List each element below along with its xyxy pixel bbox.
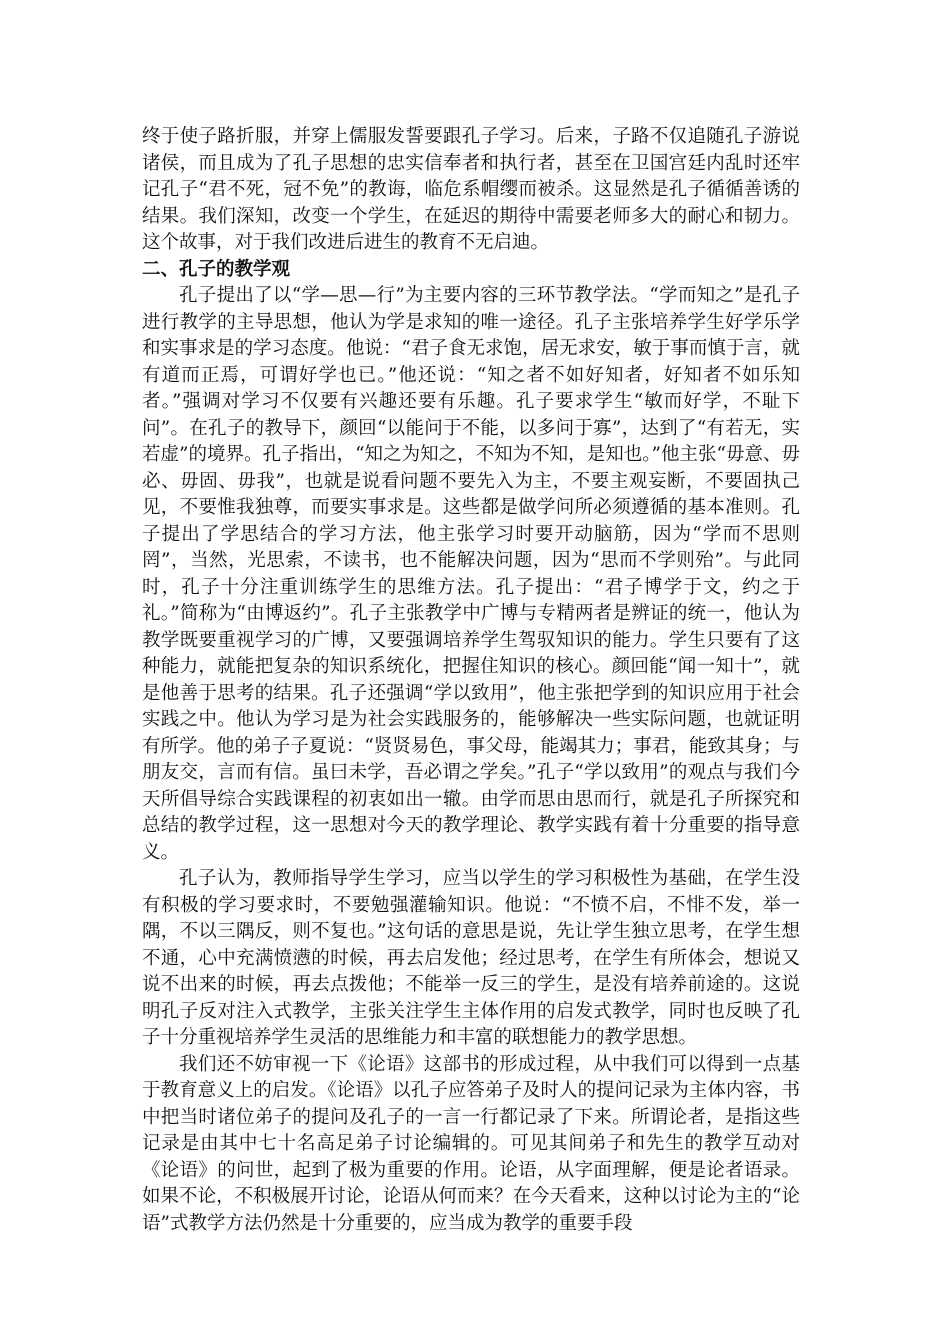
document-page (142, 124, 800, 1237)
paragraph-lunyu-discussion: 我们还不妨审视一下《论语》这部书的形成过程，从中我们可以得到一点基于教育意义上的启发。《论语》以孔子应答弟子及时人的提问记录为主体内容，书中把当时诸位弟子的提问及孔子的一言一行都记录了下来。所谓论者，是指这些记录是由其中七十名高足弟子讨论编辑的。可见其间弟子和先生的教学互动对《论语》的问世，起到了极为重要的作用。论语，从字面理解，便是论者语录。如果不论，不积极展开讨论，论语从何而来？在今天看来，这种以讨论为主的“论语”式教学方法仍然是十分重要的，应当成为教学的重要手段 (142, 1053, 800, 1234)
paragraph-heuristic-teaching: 孔子认为，教师指导学生学习，应当以学生的学习积极性为基础，在学生没有积极的学习要求时，不要勉强灌输知识。他说：“不愤不启，不悱不发，举一隅，不以三隅反，则不复也。”这句话的意思是说，先让学生独立思考，在学生想不通，心中充满愤懑的时候，再去启发他；经过思考，在学生有所体会，想说又说不出来的时候，再去点拨他；不能举一反三的学生，是没有培养前途的。这说明孔子反对注入式教学，主张关注学生主体作用的启发式教学，同时也反映了孔子十分重视培养学生灵活的思维能力和丰富的联想能力的教学思想。 (142, 868, 800, 1048)
paragraph-teaching-method: 孔子提出了以“学—思—行”为主要内容的三环节教学法。“学而知之”是孔子进行教学的主导思想，他认为学是求知的唯一途径。孔子主张培养学生好学乐学和实事求是的学习态度。他说：“君子食无求饱，居无求安，敏于事而慎于言，就有道而正焉，可谓好学也已。”他还说：“知之者不如好知者，好知者不如乐知者。”强调对学习不仅要有兴趣还要有乐趣。孔子要求学生“敏而好学，不耻下问”。在孔子的教导下，颜回“以能问于不能，以多问于寡”，达到了“有若无，实若虚”的境界。孔子指出，“知之为知之，不知为不知，是知也。”他主张“毋意、毋必、毋固、毋我”，也就是说看问题不要先入为主，不要主观妄断，不要固执己见，不要惟我独尊，而要实事求是。这些都是做学问所必须遵循的基本准则。孔子提出了学思结合的学习方法，他主张学习时要开动脑筋，因为“学而不思则罔”，当然，光思索，不读书，也不能解决问题，因为“思而不学则殆”。与此同时，孔子十分注重训练学生的思维方法。孔子提出：“君子博学于文，约之于礼。”简称为“由博返约”。孔子主张教学中广博与专精两者是辨证的统一，他认为教学既要重视学习的广博，又要强调培养学生驾驭知识的能力。学生只要有了这种能力，就能把复杂的知识系统化，把握住知识的核心。颜回能“闻一知十”，就是他善于思考的结果。孔子还强调“学以致用”，他主张把学到的知识应用于社会实践之中。他认为学习是为社会实践服务的，能够解决一些实际问题，也就证明有所学。他的弟子子夏说：“贤贤易色，事父母，能竭其力；事君，能致其身；与朋友交，言而有信。虽曰未学，吾必谓之学矣。”孔子“学以致用”的观点与我们今天所倡导综合实践课程的初衷如出一辙。由学而思由思而行，就是孔子所探究和总结的教学过程，这一思想对今天的教学理论、教学实践有着十分重要的指导意义。 (142, 285, 800, 863)
paragraph-zilu-story: 终于使子路折服，并穿上儒服发誓要跟孔子学习。后来，子路不仅追随孔子游说诸侯，而且成为了孔子思想的忠实信奉者和执行者，甚至在卫国宫廷内乱时还牢记孔子“君不死，冠不免”的教诲，临危系帽缨而被杀。这显然是孔子循循善诱的结果。我们深知，改变一个学生，在延迟的期待中需要老师多大的耐心和韧力。这个故事，对于我们改进后进生的教育不无启迪。 (142, 126, 800, 253)
section-heading: 二、孔子的教学观 (142, 258, 291, 280)
